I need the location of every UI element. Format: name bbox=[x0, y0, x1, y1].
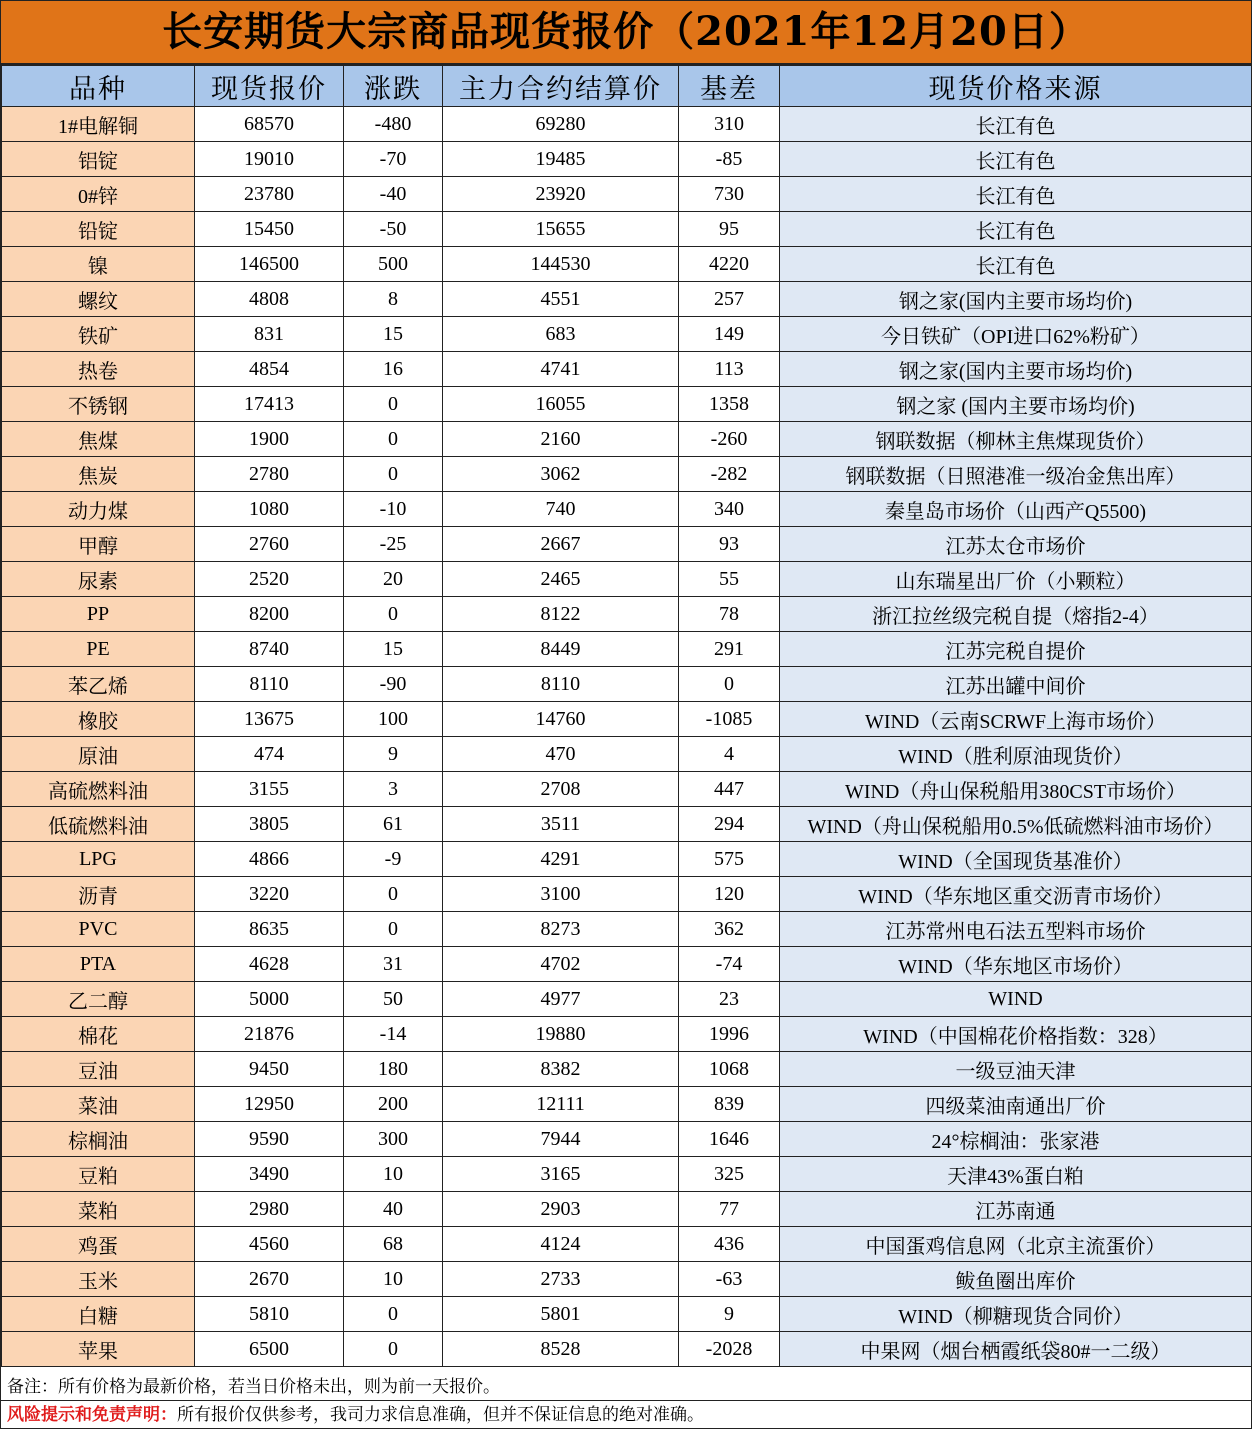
cell-settlement-price: 4702 bbox=[443, 947, 679, 982]
cell-settlement-price: 69280 bbox=[443, 107, 679, 142]
cell-price-source: WIND（中国棉花价格指数：328） bbox=[780, 1017, 1252, 1052]
cell-settlement-price: 8273 bbox=[443, 912, 679, 947]
cell-spot-price: 23780 bbox=[195, 177, 344, 212]
header-variety: 品种 bbox=[2, 66, 195, 107]
disclaimer-label: 风险提示和免责声明： bbox=[7, 1405, 177, 1425]
cell-price-source: 四级菜油南通出厂价 bbox=[780, 1087, 1252, 1122]
table-row bbox=[2, 457, 1252, 492]
cell-price-source: WIND（云南SCRWF上海市场价） bbox=[780, 702, 1252, 737]
cell-basis: -2028 bbox=[679, 1332, 780, 1367]
cell-basis: -74 bbox=[679, 947, 780, 982]
cell-change: 40 bbox=[344, 1192, 443, 1227]
cell-settlement-price: 5801 bbox=[443, 1297, 679, 1332]
cell-spot-price: 8110 bbox=[195, 667, 344, 702]
table-row bbox=[2, 1087, 1252, 1122]
table-row bbox=[2, 177, 1252, 212]
table-row bbox=[2, 1122, 1252, 1157]
table-row bbox=[2, 807, 1252, 842]
table-row bbox=[2, 947, 1252, 982]
cell-spot-price: 2670 bbox=[195, 1262, 344, 1297]
cell-basis: -85 bbox=[679, 142, 780, 177]
cell-settlement-price: 8122 bbox=[443, 597, 679, 632]
table-row bbox=[2, 1332, 1252, 1367]
cell-spot-price: 4560 bbox=[195, 1227, 344, 1262]
table-row bbox=[2, 1192, 1252, 1227]
cell-change: -70 bbox=[344, 142, 443, 177]
table-row bbox=[2, 387, 1252, 422]
cell-price-source: 长江有色 bbox=[780, 142, 1252, 177]
cell-spot-price: 8200 bbox=[195, 597, 344, 632]
cell-spot-price: 6500 bbox=[195, 1332, 344, 1367]
cell-spot-price: 9590 bbox=[195, 1122, 344, 1157]
cell-price-source: WIND（舟山保税船用0.5%低硫燃料油市场价） bbox=[780, 807, 1252, 842]
cell-settlement-price: 144530 bbox=[443, 247, 679, 282]
table-row bbox=[2, 1227, 1252, 1262]
cell-spot-price: 831 bbox=[195, 317, 344, 352]
cell-variety: PVC bbox=[2, 912, 195, 947]
cell-variety: 菜粕 bbox=[2, 1192, 195, 1227]
cell-variety: 动力煤 bbox=[2, 492, 195, 527]
cell-change: -480 bbox=[344, 107, 443, 142]
cell-change: -14 bbox=[344, 1017, 443, 1052]
cell-change: 0 bbox=[344, 597, 443, 632]
cell-basis: -282 bbox=[679, 457, 780, 492]
cell-price-source: 长江有色 bbox=[780, 247, 1252, 282]
cell-basis: 294 bbox=[679, 807, 780, 842]
cell-settlement-price: 15655 bbox=[443, 212, 679, 247]
cell-change: 0 bbox=[344, 1297, 443, 1332]
cell-basis: 9 bbox=[679, 1297, 780, 1332]
cell-spot-price: 4808 bbox=[195, 282, 344, 317]
table-row bbox=[2, 632, 1252, 667]
cell-spot-price: 13675 bbox=[195, 702, 344, 737]
cell-settlement-price: 4291 bbox=[443, 842, 679, 877]
cell-change: 200 bbox=[344, 1087, 443, 1122]
cell-variety: 豆油 bbox=[2, 1052, 195, 1087]
cell-basis: 93 bbox=[679, 527, 780, 562]
cell-spot-price: 2520 bbox=[195, 562, 344, 597]
cell-basis: 447 bbox=[679, 772, 780, 807]
cell-change: 0 bbox=[344, 422, 443, 457]
table-row bbox=[2, 562, 1252, 597]
table-row bbox=[2, 1262, 1252, 1297]
cell-variety: 铁矿 bbox=[2, 317, 195, 352]
disclaimer bbox=[1, 1401, 1251, 1430]
header-row bbox=[2, 66, 1252, 107]
cell-basis: 113 bbox=[679, 352, 780, 387]
cell-price-source: 秦皇岛市场价（山西产Q5500) bbox=[780, 492, 1252, 527]
cell-change: 15 bbox=[344, 632, 443, 667]
cell-settlement-price: 683 bbox=[443, 317, 679, 352]
cell-variety: 菜油 bbox=[2, 1087, 195, 1122]
header-price-source: 现货价格来源 bbox=[780, 66, 1252, 107]
cell-spot-price: 2760 bbox=[195, 527, 344, 562]
cell-change: -25 bbox=[344, 527, 443, 562]
cell-change: 9 bbox=[344, 737, 443, 772]
table-row bbox=[2, 702, 1252, 737]
cell-price-source: 钢之家(国内主要市场均价) bbox=[780, 352, 1252, 387]
cell-settlement-price: 12111 bbox=[443, 1087, 679, 1122]
cell-spot-price: 4866 bbox=[195, 842, 344, 877]
cell-basis: -1085 bbox=[679, 702, 780, 737]
cell-settlement-price: 470 bbox=[443, 737, 679, 772]
cell-spot-price: 17413 bbox=[195, 387, 344, 422]
cell-price-source: 长江有色 bbox=[780, 212, 1252, 247]
cell-price-source: 江苏完税自提价 bbox=[780, 632, 1252, 667]
cell-change: 10 bbox=[344, 1157, 443, 1192]
cell-change: -40 bbox=[344, 177, 443, 212]
cell-change: 15 bbox=[344, 317, 443, 352]
cell-change: 100 bbox=[344, 702, 443, 737]
cell-price-source: 江苏出罐中间价 bbox=[780, 667, 1252, 702]
cell-spot-price: 3155 bbox=[195, 772, 344, 807]
cell-variety: 棉花 bbox=[2, 1017, 195, 1052]
cell-settlement-price: 19485 bbox=[443, 142, 679, 177]
table-row bbox=[2, 352, 1252, 387]
table-row bbox=[2, 1297, 1252, 1332]
cell-price-source: WIND（柳糖现货合同价） bbox=[780, 1297, 1252, 1332]
cell-change: 0 bbox=[344, 1332, 443, 1367]
cell-change: -50 bbox=[344, 212, 443, 247]
cell-change: -9 bbox=[344, 842, 443, 877]
cell-price-source: 中果网（烟台栖霞纸袋80#一二级） bbox=[780, 1332, 1252, 1367]
cell-change: 31 bbox=[344, 947, 443, 982]
table-row bbox=[2, 667, 1252, 702]
cell-settlement-price: 3165 bbox=[443, 1157, 679, 1192]
cell-basis: 839 bbox=[679, 1087, 780, 1122]
table-row bbox=[2, 912, 1252, 947]
cell-price-source: WIND（舟山保税船用380CST市场价） bbox=[780, 772, 1252, 807]
cell-price-source: 中国蛋鸡信息网（北京主流蛋价） bbox=[780, 1227, 1252, 1262]
cell-change: 61 bbox=[344, 807, 443, 842]
cell-basis: 1996 bbox=[679, 1017, 780, 1052]
cell-basis: -63 bbox=[679, 1262, 780, 1297]
cell-settlement-price: 14760 bbox=[443, 702, 679, 737]
cell-change: 0 bbox=[344, 877, 443, 912]
cell-variety: 苯乙烯 bbox=[2, 667, 195, 702]
cell-price-source: 长江有色 bbox=[780, 177, 1252, 212]
table-row bbox=[2, 492, 1252, 527]
cell-settlement-price: 2733 bbox=[443, 1262, 679, 1297]
header-basis: 基差 bbox=[679, 66, 780, 107]
cell-spot-price: 1080 bbox=[195, 492, 344, 527]
cell-spot-price: 68570 bbox=[195, 107, 344, 142]
cell-variety: PTA bbox=[2, 947, 195, 982]
cell-spot-price: 2780 bbox=[195, 457, 344, 492]
cell-spot-price: 1900 bbox=[195, 422, 344, 457]
cell-variety: 苹果 bbox=[2, 1332, 195, 1367]
cell-variety: 白糖 bbox=[2, 1297, 195, 1332]
cell-variety: 棕榈油 bbox=[2, 1122, 195, 1157]
cell-basis: 120 bbox=[679, 877, 780, 912]
disclaimer-text: 所有报价仅供参考，我司力求信息准确，但并不保证信息的绝对准确。 bbox=[177, 1405, 704, 1425]
cell-basis: 149 bbox=[679, 317, 780, 352]
cell-spot-price: 5810 bbox=[195, 1297, 344, 1332]
cell-variety: 镍 bbox=[2, 247, 195, 282]
cell-price-source: 浙江拉丝级完税自提（熔指2-4） bbox=[780, 597, 1252, 632]
cell-settlement-price: 16055 bbox=[443, 387, 679, 422]
cell-basis: 325 bbox=[679, 1157, 780, 1192]
cell-spot-price: 3220 bbox=[195, 877, 344, 912]
table-row bbox=[2, 597, 1252, 632]
cell-variety: PE bbox=[2, 632, 195, 667]
cell-settlement-price: 3062 bbox=[443, 457, 679, 492]
table-row bbox=[2, 527, 1252, 562]
cell-price-source: 今日铁矿（OPI进口62%粉矿） bbox=[780, 317, 1252, 352]
cell-change: 300 bbox=[344, 1122, 443, 1157]
cell-price-source: 鲅鱼圈出库价 bbox=[780, 1262, 1252, 1297]
cell-price-source: 江苏南通 bbox=[780, 1192, 1252, 1227]
cell-variety: 豆粕 bbox=[2, 1157, 195, 1192]
cell-price-source: 钢之家(国内主要市场均价) bbox=[780, 282, 1252, 317]
cell-price-source: WIND bbox=[780, 982, 1252, 1017]
cell-change: 20 bbox=[344, 562, 443, 597]
cell-change: 68 bbox=[344, 1227, 443, 1262]
price-table bbox=[1, 65, 1252, 1367]
cell-settlement-price: 2160 bbox=[443, 422, 679, 457]
cell-basis: 257 bbox=[679, 282, 780, 317]
cell-change: 3 bbox=[344, 772, 443, 807]
cell-spot-price: 12950 bbox=[195, 1087, 344, 1122]
cell-spot-price: 21876 bbox=[195, 1017, 344, 1052]
cell-price-source: 山东瑞星出厂价（小颗粒） bbox=[780, 562, 1252, 597]
cell-spot-price: 9450 bbox=[195, 1052, 344, 1087]
cell-variety: 铅锭 bbox=[2, 212, 195, 247]
cell-basis: 575 bbox=[679, 842, 780, 877]
table-row bbox=[2, 247, 1252, 282]
cell-price-source: 钢之家 (国内主要市场均价) bbox=[780, 387, 1252, 422]
cell-spot-price: 146500 bbox=[195, 247, 344, 282]
cell-settlement-price: 2708 bbox=[443, 772, 679, 807]
sheet-title: 长安期货大宗商品现货报价（2021年12月20日） bbox=[1, 1, 1251, 65]
table-row bbox=[2, 982, 1252, 1017]
cell-spot-price: 8635 bbox=[195, 912, 344, 947]
table-row bbox=[2, 142, 1252, 177]
cell-spot-price: 5000 bbox=[195, 982, 344, 1017]
cell-price-source: WIND（胜利原油现货价） bbox=[780, 737, 1252, 772]
cell-settlement-price: 19880 bbox=[443, 1017, 679, 1052]
footnote: 备注：所有价格为最新价格，若当日价格未出，则为前一天报价。 bbox=[1, 1373, 1251, 1401]
cell-basis: 1646 bbox=[679, 1122, 780, 1157]
cell-change: -10 bbox=[344, 492, 443, 527]
cell-settlement-price: 2667 bbox=[443, 527, 679, 562]
cell-variety: 热卷 bbox=[2, 352, 195, 387]
cell-basis: -260 bbox=[679, 422, 780, 457]
cell-spot-price: 4854 bbox=[195, 352, 344, 387]
header-settlement-price: 主力合约结算价 bbox=[443, 66, 679, 107]
cell-spot-price: 4628 bbox=[195, 947, 344, 982]
cell-settlement-price: 4977 bbox=[443, 982, 679, 1017]
table-row bbox=[2, 212, 1252, 247]
cell-price-source: 一级豆油天津 bbox=[780, 1052, 1252, 1087]
cell-change: -90 bbox=[344, 667, 443, 702]
cell-settlement-price: 7944 bbox=[443, 1122, 679, 1157]
cell-settlement-price: 3100 bbox=[443, 877, 679, 912]
cell-basis: 1068 bbox=[679, 1052, 780, 1087]
cell-settlement-price: 4551 bbox=[443, 282, 679, 317]
cell-price-source: 长江有色 bbox=[780, 107, 1252, 142]
cell-spot-price: 8740 bbox=[195, 632, 344, 667]
cell-variety: PP bbox=[2, 597, 195, 632]
cell-settlement-price: 2465 bbox=[443, 562, 679, 597]
cell-variety: 甲醇 bbox=[2, 527, 195, 562]
table-row bbox=[2, 1052, 1252, 1087]
cell-basis: 436 bbox=[679, 1227, 780, 1262]
cell-variety: 玉米 bbox=[2, 1262, 195, 1297]
cell-settlement-price: 8528 bbox=[443, 1332, 679, 1367]
cell-change: 500 bbox=[344, 247, 443, 282]
table-row bbox=[2, 1017, 1252, 1052]
table-row bbox=[2, 842, 1252, 877]
cell-settlement-price: 8449 bbox=[443, 632, 679, 667]
cell-basis: 0 bbox=[679, 667, 780, 702]
cell-change: 180 bbox=[344, 1052, 443, 1087]
cell-price-source: WIND（华东地区市场价） bbox=[780, 947, 1252, 982]
cell-price-source: 江苏常州电石法五型料市场价 bbox=[780, 912, 1252, 947]
table-row bbox=[2, 877, 1252, 912]
cell-variety: 鸡蛋 bbox=[2, 1227, 195, 1262]
cell-variety: 焦炭 bbox=[2, 457, 195, 492]
cell-price-source: 24°棕榈油：张家港 bbox=[780, 1122, 1252, 1157]
cell-change: 10 bbox=[344, 1262, 443, 1297]
cell-settlement-price: 4124 bbox=[443, 1227, 679, 1262]
cell-variety: 低硫燃料油 bbox=[2, 807, 195, 842]
table-row bbox=[2, 737, 1252, 772]
cell-variety: 橡胶 bbox=[2, 702, 195, 737]
cell-spot-price: 474 bbox=[195, 737, 344, 772]
cell-settlement-price: 8382 bbox=[443, 1052, 679, 1087]
cell-change: 0 bbox=[344, 387, 443, 422]
cell-basis: 340 bbox=[679, 492, 780, 527]
cell-settlement-price: 2903 bbox=[443, 1192, 679, 1227]
cell-price-source: 天津43%蛋白粕 bbox=[780, 1157, 1252, 1192]
cell-spot-price: 3805 bbox=[195, 807, 344, 842]
table-row bbox=[2, 1157, 1252, 1192]
cell-settlement-price: 740 bbox=[443, 492, 679, 527]
cell-price-source: 钢联数据（柳林主焦煤现货价） bbox=[780, 422, 1252, 457]
cell-basis: 1358 bbox=[679, 387, 780, 422]
table-row bbox=[2, 422, 1252, 457]
table-row bbox=[2, 107, 1252, 142]
table-row bbox=[2, 772, 1252, 807]
cell-spot-price: 2980 bbox=[195, 1192, 344, 1227]
cell-variety: 沥青 bbox=[2, 877, 195, 912]
cell-price-source: WIND（全国现货基准价） bbox=[780, 842, 1252, 877]
cell-basis: 78 bbox=[679, 597, 780, 632]
table-row bbox=[2, 282, 1252, 317]
cell-variety: 0#锌 bbox=[2, 177, 195, 212]
cell-variety: 不锈钢 bbox=[2, 387, 195, 422]
cell-settlement-price: 4741 bbox=[443, 352, 679, 387]
cell-settlement-price: 23920 bbox=[443, 177, 679, 212]
cell-spot-price: 3490 bbox=[195, 1157, 344, 1192]
cell-basis: 4220 bbox=[679, 247, 780, 282]
header-spot-price: 现货报价 bbox=[195, 66, 344, 107]
cell-settlement-price: 3511 bbox=[443, 807, 679, 842]
cell-change: 50 bbox=[344, 982, 443, 1017]
table-row bbox=[2, 317, 1252, 352]
cell-basis: 23 bbox=[679, 982, 780, 1017]
cell-variety: 1#电解铜 bbox=[2, 107, 195, 142]
cell-basis: 730 bbox=[679, 177, 780, 212]
cell-settlement-price: 8110 bbox=[443, 667, 679, 702]
cell-change: 0 bbox=[344, 912, 443, 947]
cell-price-source: WIND（华东地区重交沥青市场价） bbox=[780, 877, 1252, 912]
cell-change: 16 bbox=[344, 352, 443, 387]
cell-basis: 77 bbox=[679, 1192, 780, 1227]
cell-change: 0 bbox=[344, 457, 443, 492]
cell-spot-price: 15450 bbox=[195, 212, 344, 247]
cell-variety: 尿素 bbox=[2, 562, 195, 597]
cell-variety: 焦煤 bbox=[2, 422, 195, 457]
cell-basis: 55 bbox=[679, 562, 780, 597]
cell-variety: 原油 bbox=[2, 737, 195, 772]
header-change: 涨跌 bbox=[344, 66, 443, 107]
cell-price-source: 钢联数据（日照港准一级冶金焦出库） bbox=[780, 457, 1252, 492]
cell-basis: 95 bbox=[679, 212, 780, 247]
cell-basis: 291 bbox=[679, 632, 780, 667]
cell-spot-price: 19010 bbox=[195, 142, 344, 177]
cell-basis: 362 bbox=[679, 912, 780, 947]
cell-change: 8 bbox=[344, 282, 443, 317]
cell-basis: 4 bbox=[679, 737, 780, 772]
cell-price-source: 江苏太仓市场价 bbox=[780, 527, 1252, 562]
cell-variety: 螺纹 bbox=[2, 282, 195, 317]
cell-variety: LPG bbox=[2, 842, 195, 877]
cell-variety: 高硫燃料油 bbox=[2, 772, 195, 807]
cell-variety: 乙二醇 bbox=[2, 982, 195, 1017]
cell-basis: 310 bbox=[679, 107, 780, 142]
cell-variety: 铝锭 bbox=[2, 142, 195, 177]
